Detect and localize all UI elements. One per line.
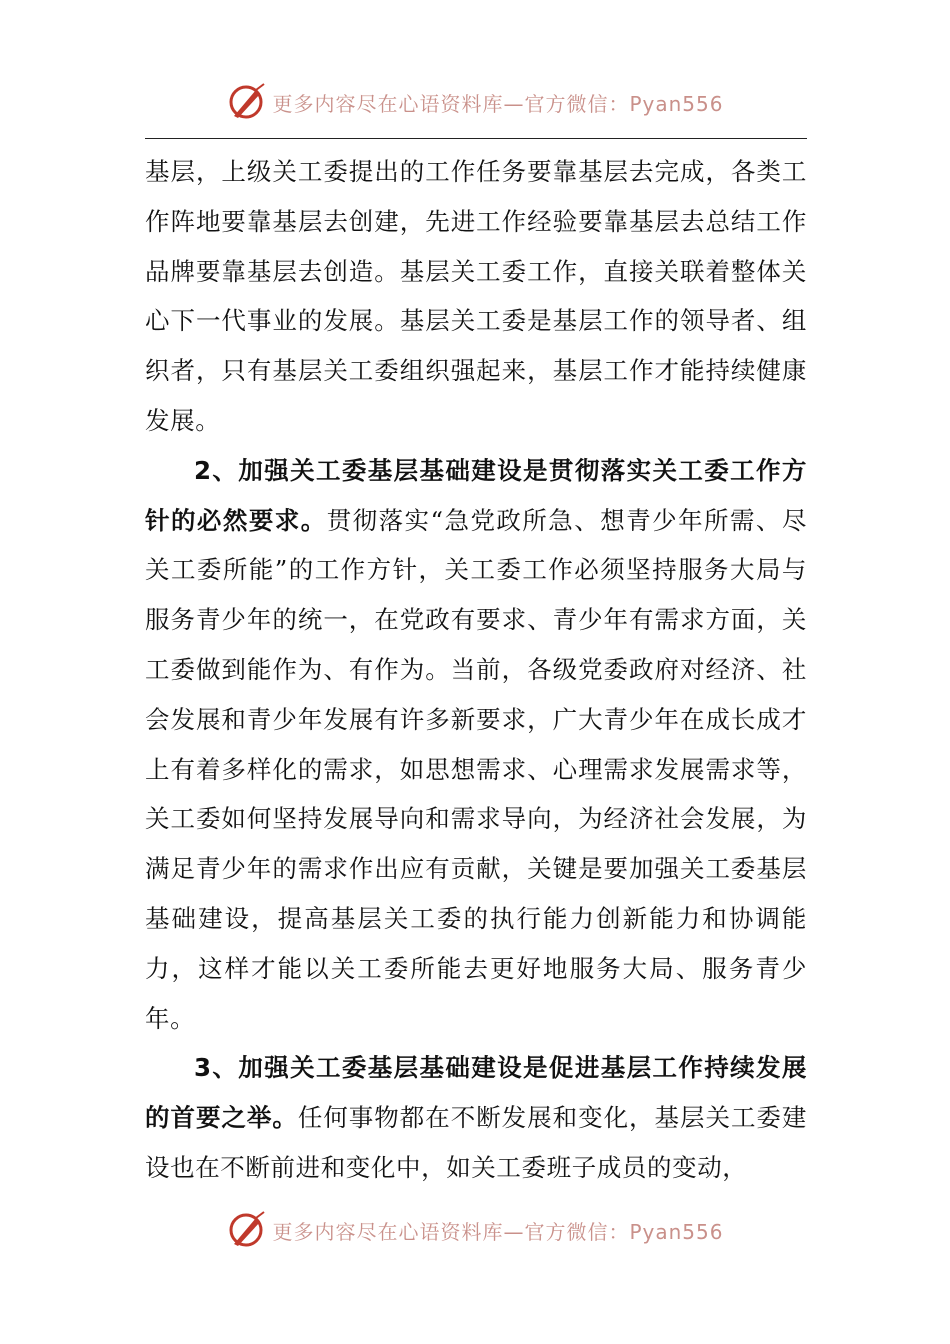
paragraph-3-text: 任何事物都在不断发展和变化，基层关工委建设也在不断前进和变化中，如关工委班子成员的变动，	[145, 1103, 807, 1182]
document-body	[145, 147, 807, 1193]
header-divider	[145, 138, 807, 139]
paragraph-1: 基层，上级关工委提出的工作任务要靠基层去完成，各类工作阵地要靠基层去创建，先进工作经验要靠基层去总结工作品牌要靠基层去创造。基层关工委工作，直接关联着整体关心下一代事业的发展。基层关工委是基层工作的领导者、组织者，只有基层关工委组织强起来，基层工作才能持续健康发展。	[145, 157, 807, 435]
quill-pen-logo-icon	[226, 1210, 266, 1250]
footer-text: 更多内容尽在心语资料库—官方微信：Pyan556	[272, 1219, 724, 1244]
quill-pen-logo-icon	[226, 82, 266, 122]
paragraph-2	[145, 446, 807, 1044]
paragraph-2-text: 贯彻落实“急党政所急、想青少年所需、尽关工委所能”的工作方针，关工委工作必须坚持服务大局与服务青少年的统一，在党政有要求、青少年有需求方面，关工委做到能作为、有作为。当前，各级党委政府对经济、社会发展和青少年发展有许多新要求，广大青少年在成长成才上有着多样化的需求，如思想需求、心理需求发展需求等，关工委如何坚持发展导向和需求导向，为经济社会发展，为满足青少年的需求作出应有贡献，关键是要加强关工委基层基础建设，提高基层关工委的执行能力创新能力和协调能力，这样才能以关工委所能去更好地服务大局、服务青少年。	[145, 505, 807, 1033]
footer-banner	[0, 1210, 950, 1250]
header-text: 更多内容尽在心语资料库—官方微信：Pyan556	[272, 91, 724, 116]
header-banner	[0, 82, 950, 122]
paragraph-3	[145, 1043, 807, 1192]
paragraph-3-heading: 3、加强关工委基层基础建设是促进基层工作持续发展的首要之举。	[145, 1053, 807, 1133]
paragraph-2-heading: 2、加强关工委基层基础建设是贯彻落实关工委工作方针的必然要求。	[145, 455, 807, 535]
